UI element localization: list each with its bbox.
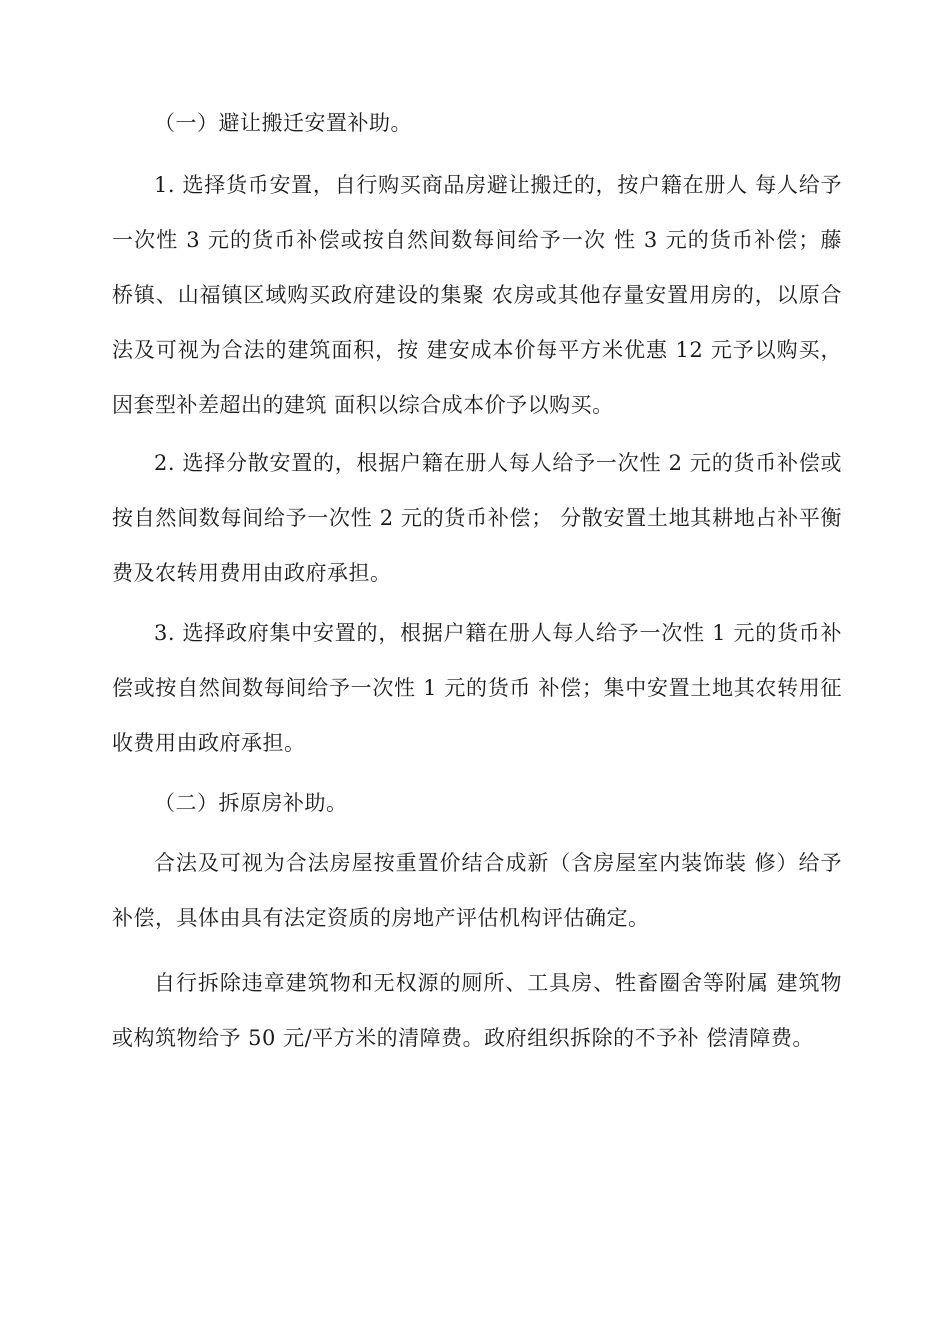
paragraph-replacement-price: 合法及可视为合法房屋按重置价结合成新（含房屋室内装饰装 修）给予补偿，具体由具有法定资质的房地产评估机构评估确定。 (112, 851, 842, 930)
paragraph-clearance-fee: 自行拆除违章建筑物和无权源的厕所、工具房、牲畜圈舍等附属 建筑物或构筑物给予 50 元/平方米的清障费。政府组织拆除的不予补 偿清障费。 (112, 971, 842, 1050)
paragraph-centralized-resettlement: 3. 选择政府集中安置的，根据户籍在册人每人给予一次性 1 元的货币补偿或按自然间数每间给予一次性 1 元的货币 补偿；集中安置土地其农转用征收费用由政府承担。 (112, 621, 842, 755)
paragraph-monetary-resettlement: 1. 选择货币安置，自行购买商品房避让搬迁的，按户籍在册人 每人给予一次性 3 元的货币补偿或按自然间数每间给予一次 性 3 元的货币补偿；藤桥镇、山福镇区域购买政府建设的集聚 农房或其他存量安置用房的，以原合法及可视为合法的建筑面积，按 建安成本价每平方米优惠 12 元予以购买，因套型补差超出的建筑 面积以综合成本价予以购买。 (112, 173, 842, 417)
section-heading-relocation-subsidy: （一）避让搬迁安置补助。 (154, 111, 412, 135)
section-heading-demolition-subsidy: （二）拆原房补助。 (154, 791, 348, 815)
paragraph-dispersed-resettlement: 2. 选择分散安置的，根据户籍在册人每人给予一次性 2 元的货币补偿或按自然间数每间给予一次性 2 元的货币补偿； 分散安置土地其耕地占补平衡费及农转用费用由政府承担。 (112, 451, 842, 585)
